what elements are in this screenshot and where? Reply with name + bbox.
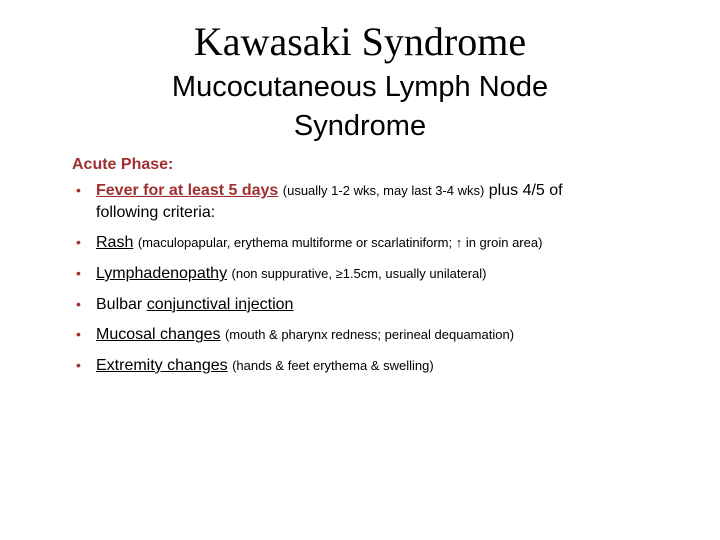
text-segment: plus 4/5 of following criteria: xyxy=(96,182,563,221)
text-segment: Mucosal changes xyxy=(96,326,221,344)
slide-body xyxy=(0,146,720,376)
text-segment: (mouth & pharynx redness; perineal dequamation) xyxy=(224,327,515,343)
text-segment: Bulbar xyxy=(96,295,147,313)
text-segment: (hands & feet erythema & swelling) xyxy=(232,357,434,373)
text-segment: (non suppurative, ≥1.5cm, usually unilateral) xyxy=(231,266,487,282)
text-segment: Extremity changes xyxy=(96,356,228,374)
bullet-marker-icon: • xyxy=(76,326,81,343)
bullet-list xyxy=(72,180,624,376)
bullet-marker-icon: • xyxy=(76,356,81,373)
bullet-item xyxy=(72,324,624,346)
bullet-item xyxy=(72,355,624,377)
bullet-marker-icon: • xyxy=(76,295,81,312)
section-heading: Acute Phase: xyxy=(72,156,174,174)
text-segment: (maculopapular, erythema multiforme or scarlatiniform; ↑ in groin area) xyxy=(137,235,543,251)
bullet-marker-icon: • xyxy=(76,234,81,251)
bullet-item xyxy=(72,294,624,316)
text-segment: conjunctival injection xyxy=(146,295,294,313)
text-segment: Lymphadenopathy xyxy=(96,265,228,283)
slide-subtitle: Mucocutaneous Lymph Node Syndrome xyxy=(171,71,549,143)
bullet-marker-icon: • xyxy=(76,182,81,199)
slide-title: Kawasaki Syndrome xyxy=(193,19,527,64)
bullet-marker-icon: • xyxy=(76,265,81,282)
bullet-item xyxy=(72,232,624,254)
bullet-item xyxy=(72,263,624,285)
bullet-item xyxy=(72,180,624,223)
text-segment: Fever for at least 5 days xyxy=(96,182,279,200)
text-segment: Rash xyxy=(96,234,134,252)
text-segment: (usually 1-2 wks, may last 3-4 wks) xyxy=(282,183,485,199)
